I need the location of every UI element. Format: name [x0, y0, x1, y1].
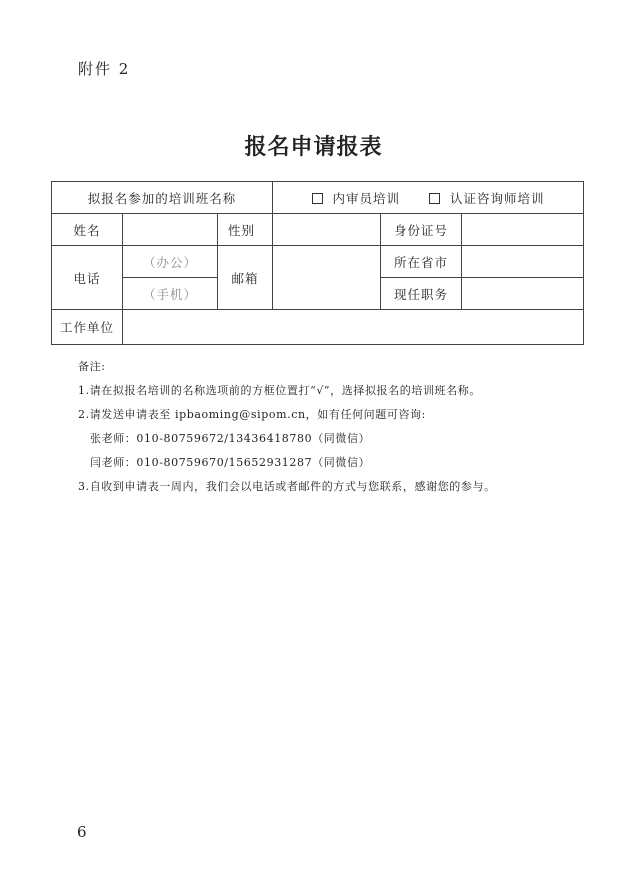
position-label: 现任职务: [381, 278, 462, 310]
option-internal-auditor[interactable]: [312, 189, 401, 207]
option-consultant[interactable]: [429, 189, 545, 207]
notes-heading: 备注:: [78, 360, 106, 373]
id-label: 身份证号: [381, 214, 462, 246]
note-item-2: 2.请发送申请表至 ipbaoming@sipom.cn，如有任何问题可咨询:: [78, 408, 426, 421]
course-row: [52, 182, 584, 214]
employer-row: [52, 310, 584, 345]
province-field[interactable]: [462, 246, 584, 278]
contact-yan: 闫老师：010-80759670/15652931287（同微信）: [90, 456, 371, 469]
notes-section: [78, 355, 496, 499]
contact-zhang: 张老师：010-80759672/13436418780（同微信）: [90, 432, 371, 445]
gender-label: 性别: [218, 214, 273, 246]
option-label: 内审员培训: [332, 190, 401, 206]
page-title: 报名申请报表: [244, 135, 383, 160]
option-label: 认证咨询师培训: [450, 190, 545, 206]
registration-form-table: [51, 181, 584, 345]
employer-field[interactable]: [123, 310, 584, 345]
checkbox-icon[interactable]: [312, 193, 323, 204]
phone-row-office: [52, 246, 584, 278]
email-label: 邮箱: [218, 246, 273, 310]
phone-office-field[interactable]: （办公）: [123, 246, 218, 278]
gender-field[interactable]: [273, 214, 381, 246]
phone-label: 电话: [52, 246, 123, 310]
note-item-3: 3.自收到申请表一周内，我们会以电话或者邮件的方式与您联系，感谢您的参与。: [78, 480, 496, 493]
note-item-1: 1.请在拟报名培训的名称选项前的方框位置打“√”，选择拟报名的培训班名称。: [78, 384, 481, 397]
page-number: 6: [77, 823, 87, 841]
course-label: 拟报名参加的培训班名称: [52, 182, 273, 214]
name-field[interactable]: [123, 214, 218, 246]
course-options: [273, 182, 584, 214]
email-field[interactable]: [273, 246, 381, 310]
province-label: 所在省市: [381, 246, 462, 278]
checkbox-icon[interactable]: [429, 193, 440, 204]
attachment-label: 附件 2: [78, 60, 131, 78]
id-field[interactable]: [462, 214, 584, 246]
name-label: 姓名: [52, 214, 123, 246]
name-row: [52, 214, 584, 246]
phone-mobile-field[interactable]: （手机）: [123, 278, 218, 310]
position-field[interactable]: [462, 278, 584, 310]
employer-label: 工作单位: [52, 310, 123, 345]
